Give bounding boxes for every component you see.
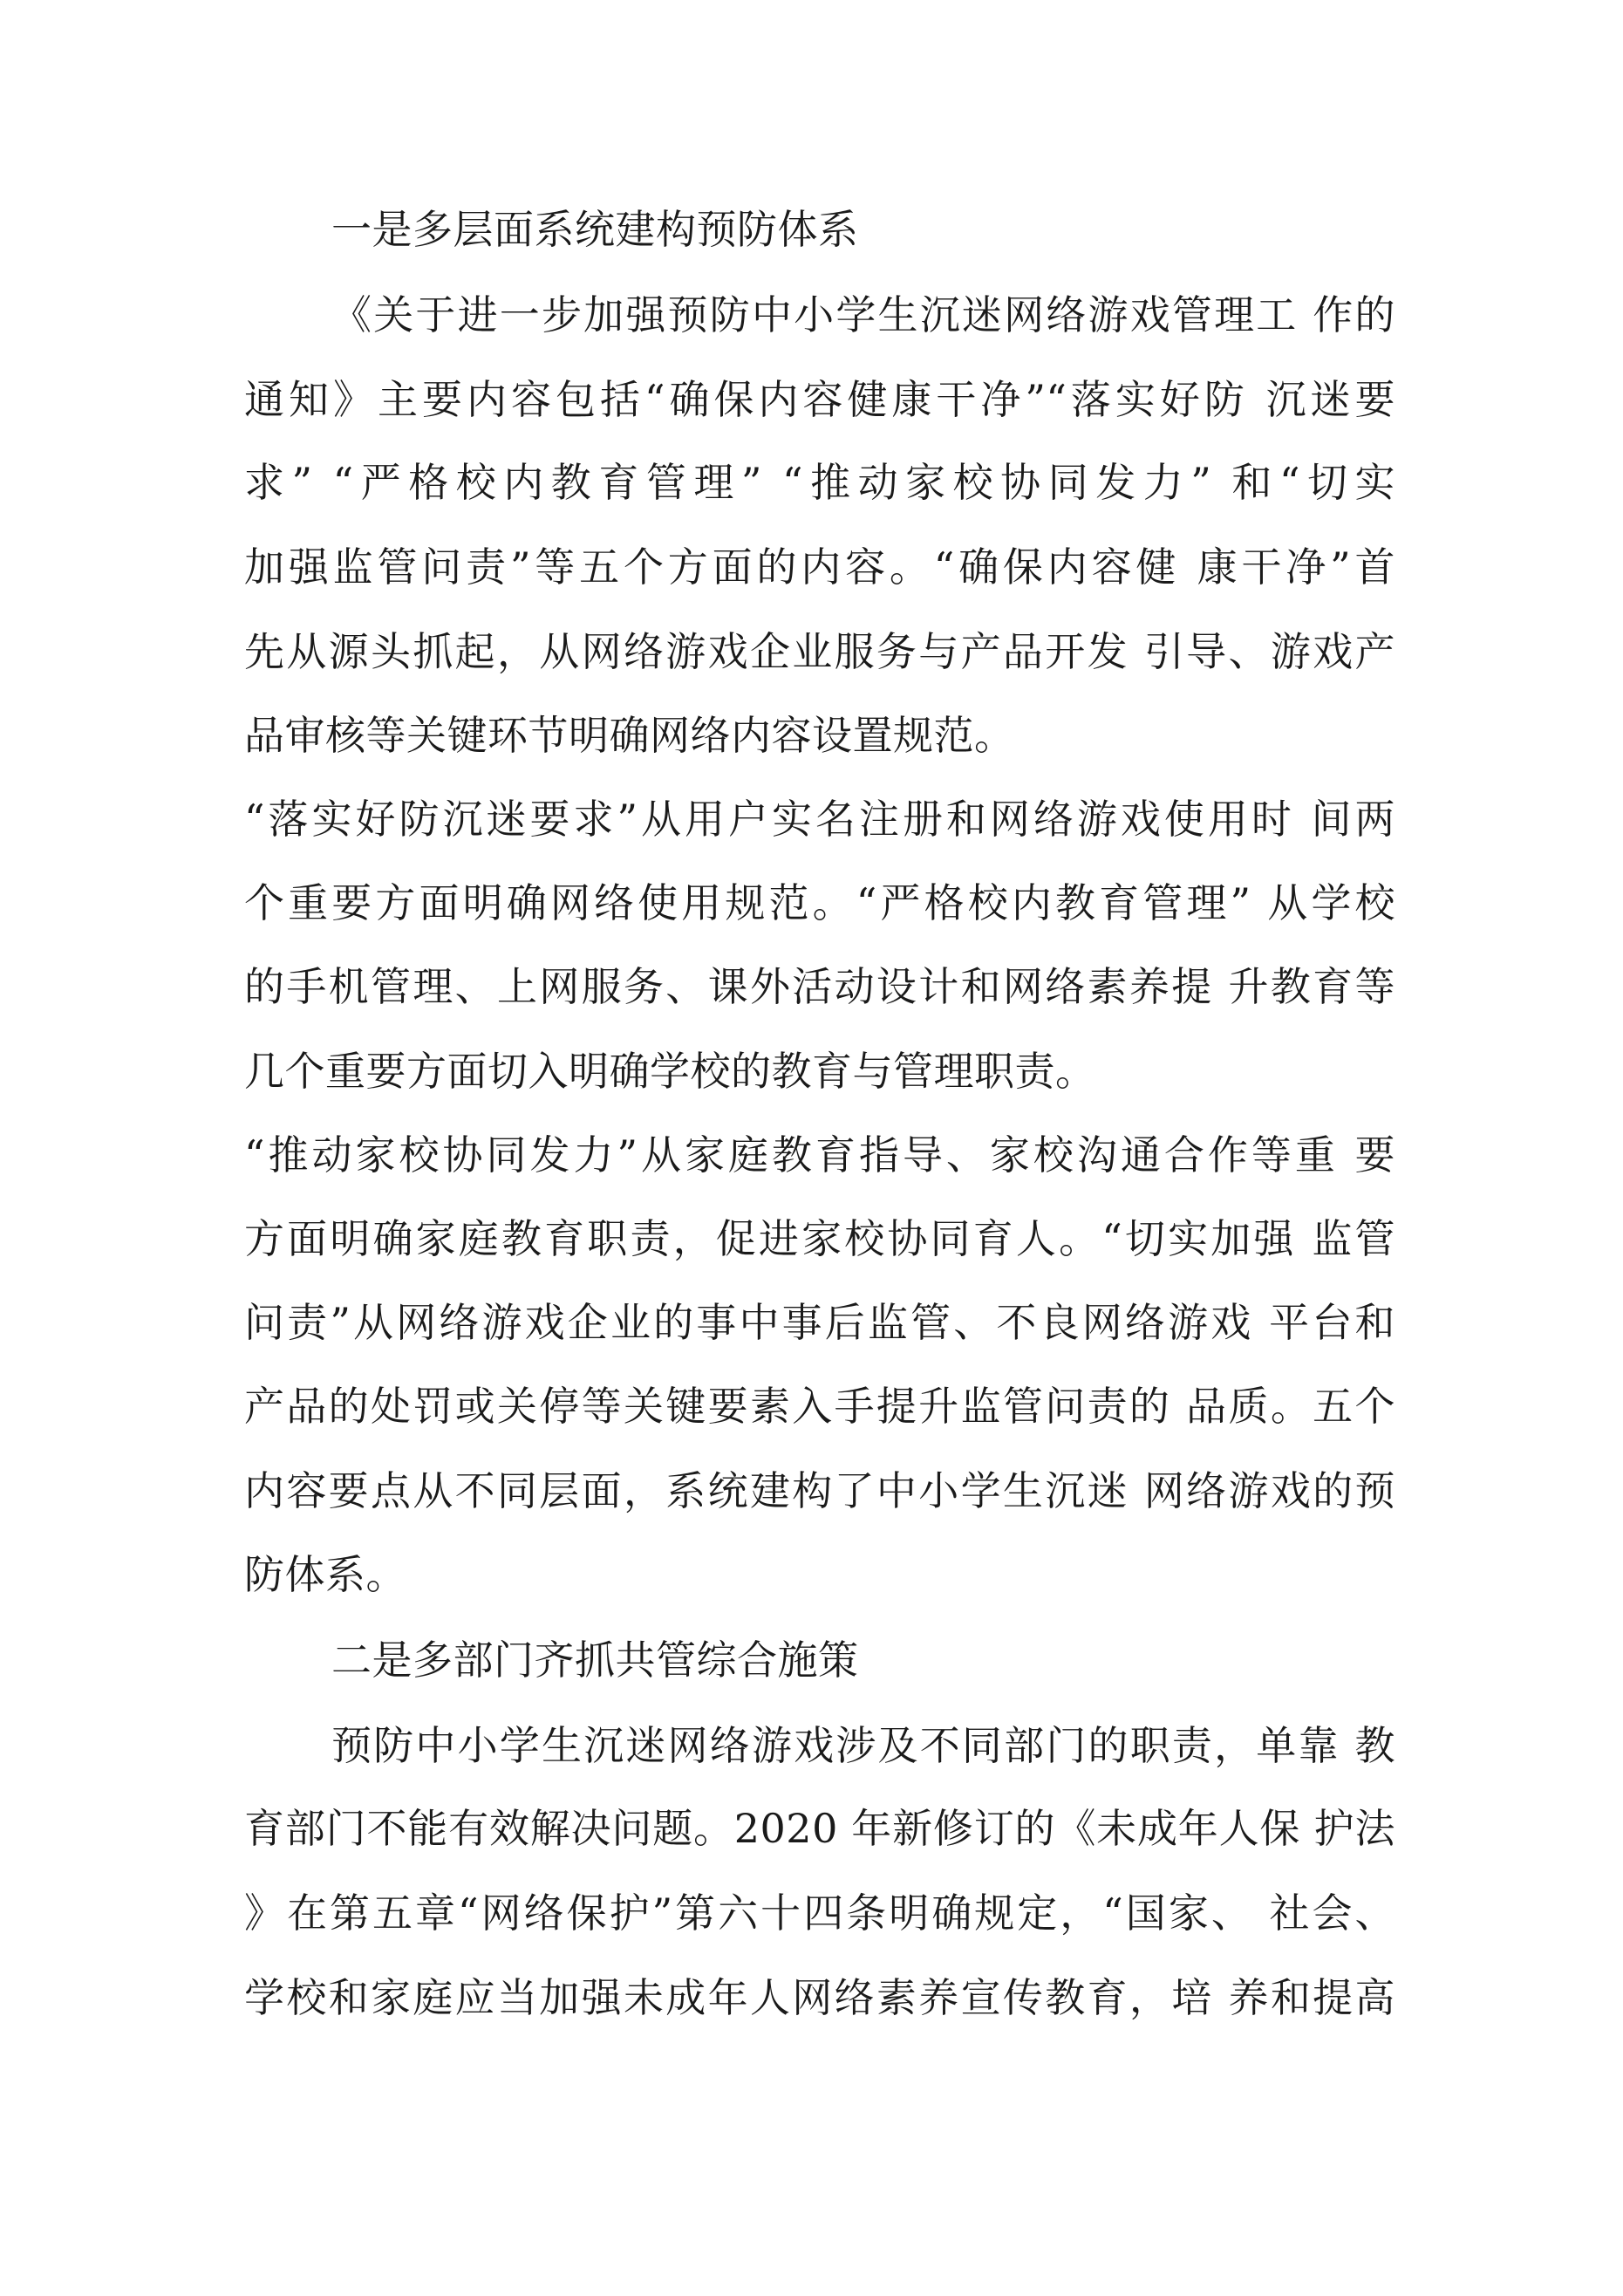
text-line: 个重要方面明确网络使用规范。“严格校内教育管理” 从学校 (244, 879, 1395, 926)
text-line: 育部门不能有效解决问题。2020 年新修订的《未成年人保 护法 (244, 1805, 1395, 1852)
text-line: 加强监管问责”等五个方面的内容。“确保内容健 康干净”首 (244, 543, 1396, 591)
text-line: 》在第五章“网络保护”第六十四条明确规定，“国家、 社会、 (244, 1889, 1395, 1937)
text-line: 防体系。 (244, 1551, 406, 1598)
heading-2: 二是多部门齐抓共管综合施策 (331, 1637, 859, 1684)
text-line: 产品的处罚或关停等关键要素入手提升监管问责的 品质。五个 (244, 1383, 1395, 1430)
text-line: 内容要点从不同层面，系统建构了中小学生沉迷 网络游戏的预 (244, 1467, 1395, 1514)
text-line: “推动家校协同发力”从家庭教育指导、家校沟通合作等重 要 (244, 1131, 1395, 1179)
text-line: 问责”从网络游戏企业的事中事后监管、不良网络游戏 平台和 (244, 1299, 1395, 1346)
heading-1: 一是多层面系统建构预防体系 (331, 206, 859, 253)
text-line: 几个重要方面切入明确学校的教育与管理职责。 (244, 1048, 1096, 1095)
text-line: 学校和家庭应当加强未成年人网络素养宣传教育，培 养和提高 (244, 1974, 1395, 2021)
text-line: “落实好防沉迷要求”从用户实名注册和网络游戏使用时 间两 (244, 796, 1395, 843)
text-line: 的手机管理、上网服务、课外活动设计和网络素养提 升教育等 (244, 963, 1395, 1010)
text-line: 方面明确家庭教育职责，促进家校协同育人。“切实加强 监管 (244, 1215, 1395, 1262)
text-line: 通知》主要内容包括“确保内容健康干净”“落实好防 沉迷要 (244, 376, 1395, 423)
text-line: 求” “严格校内教育管理” “推动家校协同发力” 和“切实 (244, 459, 1395, 506)
text-line: 预防中小学生沉迷网络游戏涉及不同部门的职责，单靠 教 (331, 1722, 1395, 1769)
text-line: 先从源头抓起，从网络游戏企业服务与产品开发 引导、游戏产 (244, 628, 1395, 675)
text-line: 《关于进一步加强预防中小学生沉迷网络游戏管理工 作的 (331, 291, 1395, 338)
text-line: 品审核等关键环节明确网络内容设置规范。 (244, 712, 1015, 759)
